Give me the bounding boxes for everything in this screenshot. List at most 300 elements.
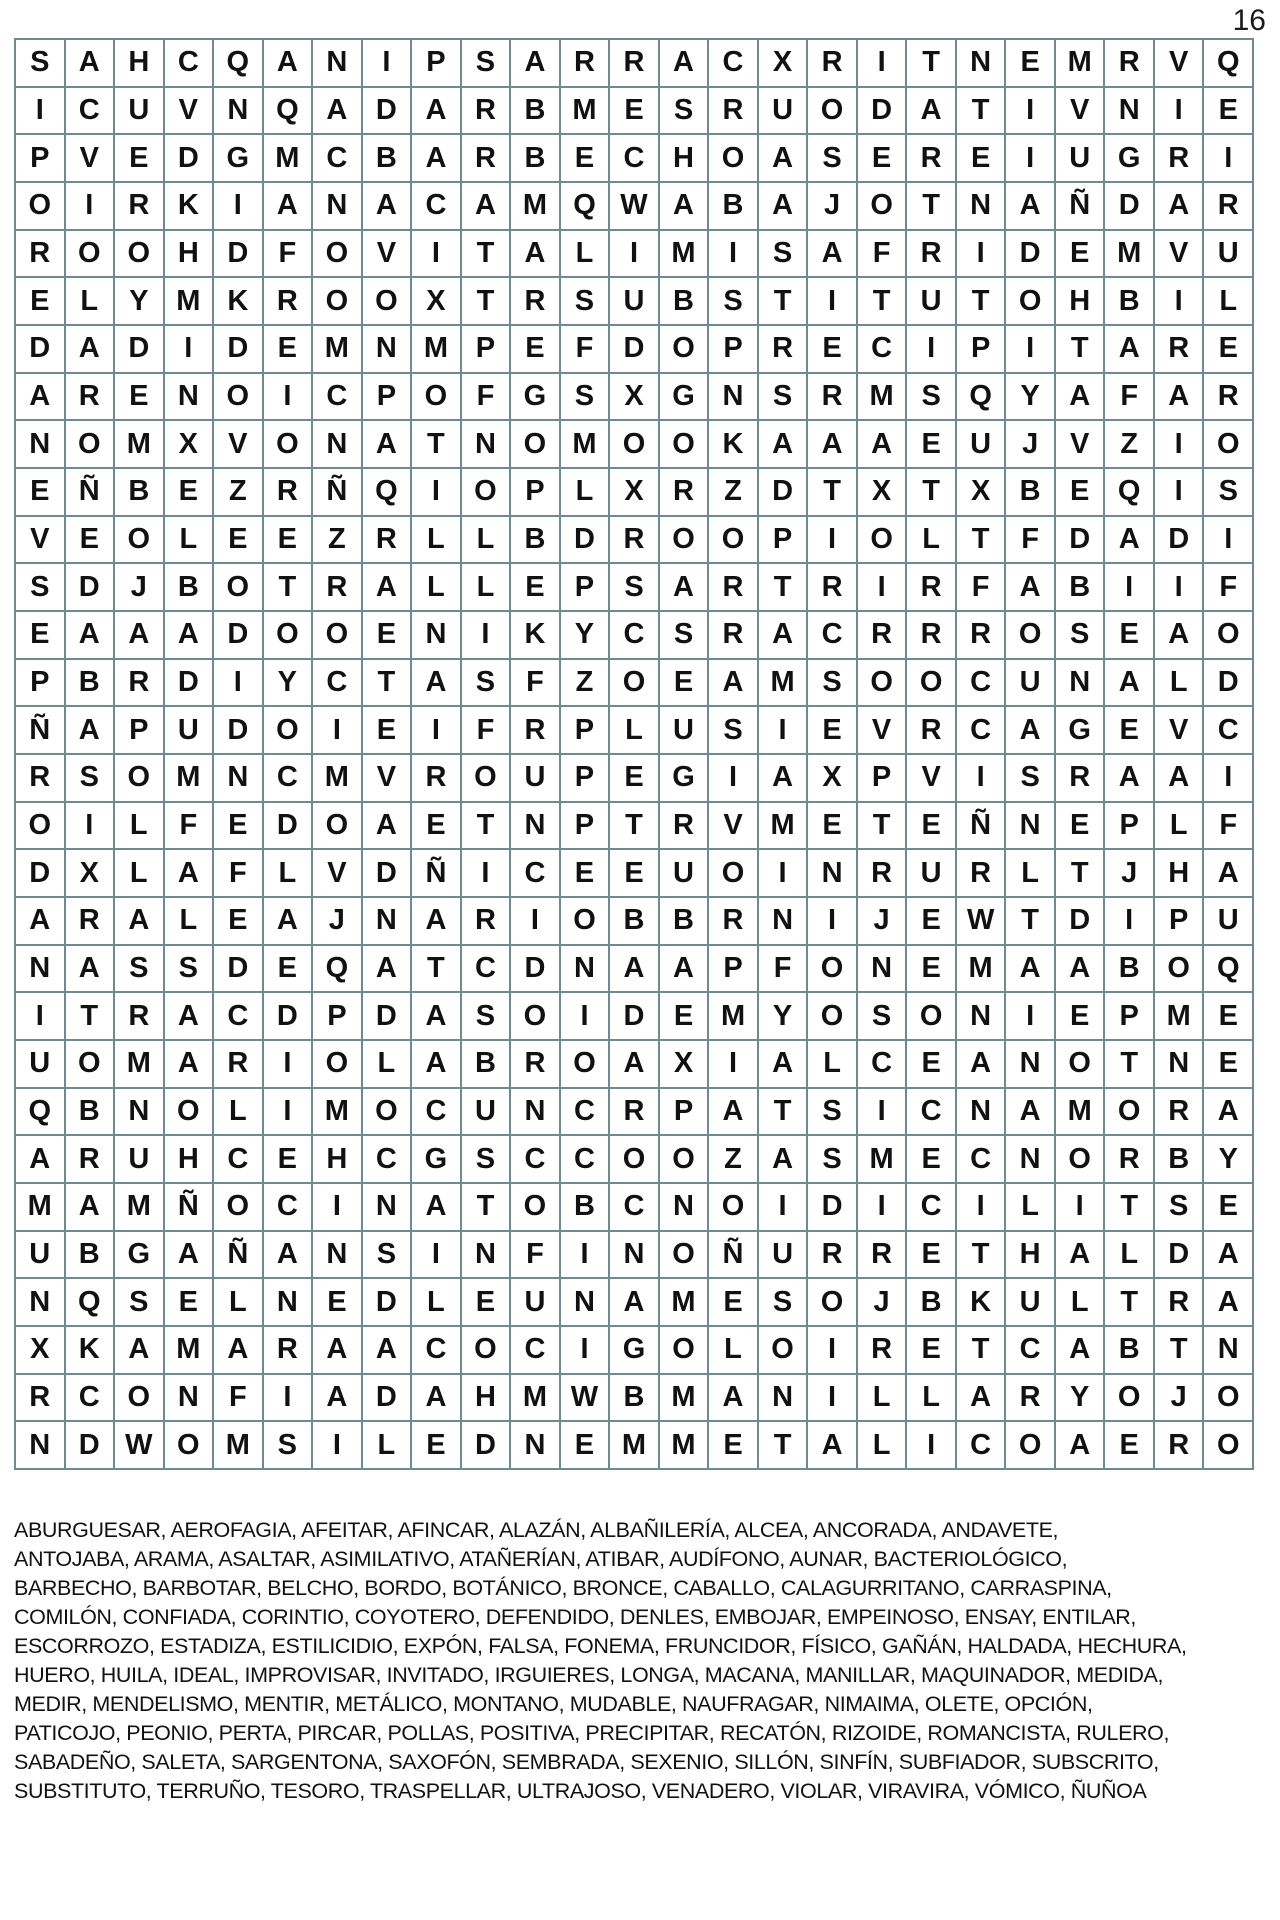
grid-cell: A (16, 1136, 66, 1184)
grid-cell: R (561, 40, 611, 88)
grid-cell: P (709, 946, 759, 994)
grid-cell: R (808, 564, 858, 612)
grid-cell: A (115, 612, 165, 660)
grid-cell: R (709, 898, 759, 946)
grid-cell: Q (313, 946, 363, 994)
grid-cell: S (16, 40, 66, 88)
grid-cell: Q (1204, 946, 1254, 994)
grid-cell: E (313, 1279, 363, 1327)
word-list-line: ANTOJABA, ARAMA, ASALTAR, ASIMILATIVO, ATAÑERÍAN, ATIBAR, AUDÍFONO, AUNAR, BACTERIOLÓGICO, (14, 1547, 1068, 1571)
grid-cell: S (858, 993, 908, 1041)
grid-cell: B (561, 1184, 611, 1232)
grid-cell: D (66, 564, 116, 612)
grid-cell: O (660, 517, 710, 565)
grid-cell: I (808, 1375, 858, 1423)
grid-cell: N (1006, 803, 1056, 851)
grid-cell: F (1204, 564, 1254, 612)
grid-cell: M (511, 1375, 561, 1423)
grid-cell: N (1155, 1041, 1205, 1089)
grid-cell: R (462, 135, 512, 183)
grid-cell: A (214, 1327, 264, 1375)
grid-cell: M (660, 1375, 710, 1423)
grid-cell: I (1204, 135, 1254, 183)
grid-cell: T (264, 564, 314, 612)
grid-cell: A (759, 183, 809, 231)
grid-cell: E (610, 755, 660, 803)
grid-cell: A (115, 898, 165, 946)
grid-cell: R (1155, 1422, 1205, 1470)
grid-cell: B (66, 1232, 116, 1280)
grid-cell: P (1105, 993, 1155, 1041)
grid-cell: O (610, 1136, 660, 1184)
grid-cell: E (412, 803, 462, 851)
grid-cell: L (115, 850, 165, 898)
grid-cell: I (808, 517, 858, 565)
grid-cell: P (561, 564, 611, 612)
grid-cell: A (759, 421, 809, 469)
grid-cell: Y (264, 660, 314, 708)
grid-cell: M (660, 1422, 710, 1470)
grid-cell: X (610, 469, 660, 517)
grid-cell: A (66, 40, 116, 88)
grid-cell: F (214, 1375, 264, 1423)
grid-cell: Ñ (214, 1232, 264, 1280)
grid-cell: I (1155, 564, 1205, 612)
grid-cell: C (313, 660, 363, 708)
grid-cell: O (858, 183, 908, 231)
grid-cell: H (313, 1136, 363, 1184)
grid-cell: D (1056, 517, 1106, 565)
grid-cell: A (1056, 1232, 1106, 1280)
grid-cell: D (16, 326, 66, 374)
grid-cell: R (957, 850, 1007, 898)
grid-cell: P (561, 803, 611, 851)
grid-cell: S (709, 278, 759, 326)
grid-cell: I (412, 231, 462, 279)
grid-cell: S (561, 374, 611, 422)
grid-cell: O (313, 278, 363, 326)
grid-cell: E (214, 517, 264, 565)
grid-cell: I (462, 612, 512, 660)
grid-cell: I (1006, 326, 1056, 374)
grid-cell: I (561, 1327, 611, 1375)
grid-cell: J (808, 183, 858, 231)
grid-cell: F (462, 707, 512, 755)
grid-cell: L (1006, 850, 1056, 898)
grid-cell: O (660, 1232, 710, 1280)
grid-cell: O (214, 1184, 264, 1232)
grid-cell: F (1204, 803, 1254, 851)
grid-cell: L (66, 278, 116, 326)
grid-cell: L (165, 517, 215, 565)
grid-cell: D (165, 135, 215, 183)
grid-cell: I (1204, 517, 1254, 565)
grid-cell: T (858, 278, 908, 326)
grid-cell: D (214, 231, 264, 279)
grid-cell: C (561, 1136, 611, 1184)
grid-cell: R (759, 326, 809, 374)
grid-cell: V (16, 517, 66, 565)
grid-cell: B (610, 1375, 660, 1423)
grid-cell: R (115, 660, 165, 708)
grid-cell: E (165, 469, 215, 517)
grid-cell: O (561, 1041, 611, 1089)
grid-cell: O (759, 1327, 809, 1375)
grid-cell: Ñ (957, 803, 1007, 851)
grid-cell: V (313, 850, 363, 898)
grid-cell: O (907, 993, 957, 1041)
grid-cell: O (16, 183, 66, 231)
grid-cell: T (759, 1089, 809, 1137)
grid-cell: A (808, 421, 858, 469)
grid-cell: E (115, 135, 165, 183)
grid-cell: M (264, 135, 314, 183)
grid-cell: A (1056, 374, 1106, 422)
grid-cell: A (313, 1327, 363, 1375)
grid-cell: Z (214, 469, 264, 517)
grid-cell: M (115, 1184, 165, 1232)
grid-cell: D (462, 1422, 512, 1470)
grid-cell: S (759, 1279, 809, 1327)
grid-cell: A (412, 88, 462, 136)
grid-cell: O (709, 850, 759, 898)
grid-cell: D (759, 469, 809, 517)
grid-cell: C (511, 1327, 561, 1375)
grid-cell: T (907, 183, 957, 231)
grid-cell: N (561, 946, 611, 994)
grid-cell: V (1155, 707, 1205, 755)
grid-cell: S (1155, 1184, 1205, 1232)
grid-cell: P (462, 326, 512, 374)
grid-cell: L (858, 1422, 908, 1470)
grid-cell: D (808, 1184, 858, 1232)
grid-cell: R (511, 278, 561, 326)
grid-cell: L (907, 1375, 957, 1423)
grid-cell: M (412, 326, 462, 374)
grid-cell: A (412, 898, 462, 946)
grid-cell: V (66, 135, 116, 183)
grid-cell: A (412, 993, 462, 1041)
grid-cell: B (1105, 278, 1155, 326)
grid-cell: E (214, 898, 264, 946)
grid-cell: T (412, 421, 462, 469)
grid-cell: D (165, 660, 215, 708)
grid-cell: O (808, 993, 858, 1041)
grid-cell: Q (561, 183, 611, 231)
grid-cell: A (1155, 374, 1205, 422)
grid-cell: T (957, 517, 1007, 565)
grid-cell: V (363, 231, 413, 279)
grid-cell: I (808, 1327, 858, 1375)
grid-cell: S (907, 374, 957, 422)
grid-cell: L (214, 1279, 264, 1327)
grid-cell: E (264, 946, 314, 994)
grid-cell: A (759, 612, 809, 660)
grid-cell: S (115, 946, 165, 994)
grid-cell: B (363, 135, 413, 183)
grid-cell: L (462, 564, 512, 612)
grid-cell: S (808, 1089, 858, 1137)
grid-cell: D (363, 1279, 413, 1327)
grid-cell: A (1155, 183, 1205, 231)
grid-cell: S (1204, 469, 1254, 517)
grid-cell: O (561, 898, 611, 946)
grid-cell: A (660, 40, 710, 88)
grid-cell: B (66, 1089, 116, 1137)
grid-cell: M (759, 660, 809, 708)
grid-cell: D (66, 1422, 116, 1470)
grid-cell: C (1204, 707, 1254, 755)
grid-cell: J (858, 1279, 908, 1327)
grid-cell: X (759, 40, 809, 88)
grid-cell: G (214, 135, 264, 183)
grid-cell: C (957, 1136, 1007, 1184)
grid-cell: A (1204, 1232, 1254, 1280)
grid-cell: R (264, 1327, 314, 1375)
grid-cell: I (363, 40, 413, 88)
grid-cell: F (214, 850, 264, 898)
grid-cell: U (660, 707, 710, 755)
grid-cell: S (165, 946, 215, 994)
grid-cell: S (709, 707, 759, 755)
grid-cell: E (363, 612, 413, 660)
grid-cell: G (1056, 707, 1106, 755)
grid-cell: M (16, 1184, 66, 1232)
grid-cell: Y (1204, 1136, 1254, 1184)
grid-cell: E (907, 946, 957, 994)
grid-cell: H (1155, 850, 1205, 898)
page-number: 16 (1232, 4, 1266, 37)
grid-cell: L (412, 517, 462, 565)
grid-cell: E (363, 707, 413, 755)
grid-cell: E (1105, 612, 1155, 660)
grid-cell: I (313, 707, 363, 755)
grid-cell: E (1105, 1422, 1155, 1470)
grid-cell: I (264, 1041, 314, 1089)
grid-cell: D (264, 993, 314, 1041)
grid-cell: E (808, 707, 858, 755)
grid-cell: P (1155, 898, 1205, 946)
grid-cell: U (16, 1232, 66, 1280)
grid-cell: A (313, 1375, 363, 1423)
grid-cell: I (957, 1184, 1007, 1232)
grid-cell: Ñ (165, 1184, 215, 1232)
grid-cell: N (313, 421, 363, 469)
grid-cell: A (511, 231, 561, 279)
grid-cell: U (511, 1279, 561, 1327)
grid-cell: A (115, 1327, 165, 1375)
word-search-grid (14, 38, 1254, 1470)
grid-cell: I (759, 1184, 809, 1232)
grid-cell: A (1006, 946, 1056, 994)
grid-cell: O (462, 469, 512, 517)
grid-cell: U (1006, 660, 1056, 708)
grid-cell: B (660, 898, 710, 946)
grid-cell: E (808, 803, 858, 851)
grid-cell: P (16, 660, 66, 708)
grid-cell: D (511, 946, 561, 994)
grid-cell: S (1006, 755, 1056, 803)
grid-cell: U (1056, 135, 1106, 183)
grid-cell: S (610, 564, 660, 612)
grid-cell: R (66, 898, 116, 946)
grid-cell: B (511, 517, 561, 565)
grid-cell: Z (709, 1136, 759, 1184)
grid-cell: R (610, 517, 660, 565)
grid-cell: R (115, 183, 165, 231)
grid-cell: C (858, 326, 908, 374)
grid-cell: R (1204, 183, 1254, 231)
grid-cell: H (462, 1375, 512, 1423)
grid-cell: A (660, 183, 710, 231)
grid-cell: O (858, 660, 908, 708)
grid-cell: Q (214, 40, 264, 88)
grid-cell: S (16, 564, 66, 612)
grid-cell: R (709, 88, 759, 136)
grid-cell: O (214, 374, 264, 422)
grid-cell: V (1056, 421, 1106, 469)
grid-cell: A (1056, 1327, 1106, 1375)
grid-cell: L (115, 803, 165, 851)
grid-cell: J (858, 898, 908, 946)
grid-cell: L (1105, 1232, 1155, 1280)
grid-cell: I (808, 278, 858, 326)
grid-cell: I (858, 40, 908, 88)
grid-cell: N (1006, 1136, 1056, 1184)
grid-cell: C (907, 1184, 957, 1232)
grid-cell: I (462, 850, 512, 898)
grid-cell: R (1056, 755, 1106, 803)
grid-cell: I (808, 898, 858, 946)
grid-cell: O (808, 88, 858, 136)
grid-cell: A (264, 40, 314, 88)
grid-cell: I (214, 183, 264, 231)
grid-cell: X (165, 421, 215, 469)
grid-cell: V (165, 88, 215, 136)
grid-cell: I (1006, 88, 1056, 136)
grid-cell: C (165, 40, 215, 88)
grid-cell: A (610, 1041, 660, 1089)
grid-cell: O (313, 612, 363, 660)
grid-cell: L (561, 469, 611, 517)
grid-cell: S (66, 755, 116, 803)
grid-cell: S (808, 660, 858, 708)
grid-cell: F (511, 660, 561, 708)
grid-cell: Q (66, 1279, 116, 1327)
grid-cell: C (610, 1184, 660, 1232)
grid-cell: I (264, 1375, 314, 1423)
grid-cell: Y (1006, 374, 1056, 422)
grid-cell: A (1204, 1089, 1254, 1137)
grid-cell: A (1056, 1422, 1106, 1470)
grid-cell: N (214, 755, 264, 803)
grid-cell: B (1006, 469, 1056, 517)
grid-cell: R (660, 469, 710, 517)
grid-cell: A (165, 993, 215, 1041)
grid-cell: T (1105, 1184, 1155, 1232)
grid-cell: T (907, 469, 957, 517)
grid-cell: O (1204, 1375, 1254, 1423)
grid-cell: N (165, 374, 215, 422)
grid-cell: E (907, 421, 957, 469)
grid-cell: L (363, 1422, 413, 1470)
grid-cell: D (214, 707, 264, 755)
grid-cell: C (264, 1184, 314, 1232)
grid-cell: F (957, 564, 1007, 612)
grid-cell: V (709, 803, 759, 851)
grid-cell: O (115, 517, 165, 565)
grid-cell: D (1155, 1232, 1205, 1280)
grid-cell: R (858, 1232, 908, 1280)
grid-cell: L (264, 850, 314, 898)
grid-cell: E (66, 517, 116, 565)
grid-cell: E (462, 1279, 512, 1327)
grid-cell: N (412, 612, 462, 660)
grid-cell: F (1006, 517, 1056, 565)
grid-cell: E (907, 1041, 957, 1089)
grid-cell: I (1155, 88, 1205, 136)
grid-cell: D (214, 612, 264, 660)
grid-cell: O (1204, 421, 1254, 469)
grid-cell: X (412, 278, 462, 326)
grid-cell: A (412, 1184, 462, 1232)
grid-cell: C (858, 1041, 908, 1089)
grid-cell: A (511, 40, 561, 88)
grid-cell: U (1204, 898, 1254, 946)
word-list-line: PATICOJO, PEONIO, PERTA, PIRCAR, POLLAS, POSITIVA, PRECIPITAR, RECATÓN, RIZOIDE, ROMANCISTA, RULERO, (14, 1721, 1170, 1745)
grid-cell: C (1006, 1327, 1056, 1375)
grid-cell: C (907, 1089, 957, 1137)
grid-cell: A (759, 1136, 809, 1184)
grid-cell: O (264, 612, 314, 660)
grid-cell: Ñ (412, 850, 462, 898)
grid-cell: W (115, 1422, 165, 1470)
grid-cell: W (610, 183, 660, 231)
grid-cell: K (957, 1279, 1007, 1327)
grid-cell: E (957, 135, 1007, 183)
grid-cell: C (313, 135, 363, 183)
grid-cell: A (1204, 1279, 1254, 1327)
grid-cell: R (462, 898, 512, 946)
grid-cell: R (1155, 1279, 1205, 1327)
grid-cell: L (709, 1327, 759, 1375)
grid-cell: G (412, 1136, 462, 1184)
grid-cell: M (313, 326, 363, 374)
grid-cell: S (759, 231, 809, 279)
grid-cell: X (660, 1041, 710, 1089)
word-list-line: MEDIR, MENDELISMO, MENTIR, METÁLICO, MONTANO, MUDABLE, NAUFRAGAR, NIMAIMA, OLETE, OPCIÓN, (14, 1692, 1093, 1716)
grid-cell: T (1056, 326, 1106, 374)
grid-cell: N (214, 88, 264, 136)
grid-cell: E (1105, 707, 1155, 755)
grid-cell: I (511, 898, 561, 946)
grid-cell: E (511, 564, 561, 612)
grid-cell: N (363, 326, 413, 374)
grid-cell: E (264, 326, 314, 374)
grid-cell: Y (561, 612, 611, 660)
grid-cell: A (363, 1327, 413, 1375)
grid-cell: L (214, 1089, 264, 1137)
grid-cell: M (561, 88, 611, 136)
grid-cell: F (858, 231, 908, 279)
grid-cell: I (1204, 755, 1254, 803)
grid-cell: N (363, 1184, 413, 1232)
grid-cell: N (313, 1232, 363, 1280)
grid-cell: I (907, 1422, 957, 1470)
grid-cell: O (511, 421, 561, 469)
grid-cell: I (709, 231, 759, 279)
grid-cell: M (561, 421, 611, 469)
